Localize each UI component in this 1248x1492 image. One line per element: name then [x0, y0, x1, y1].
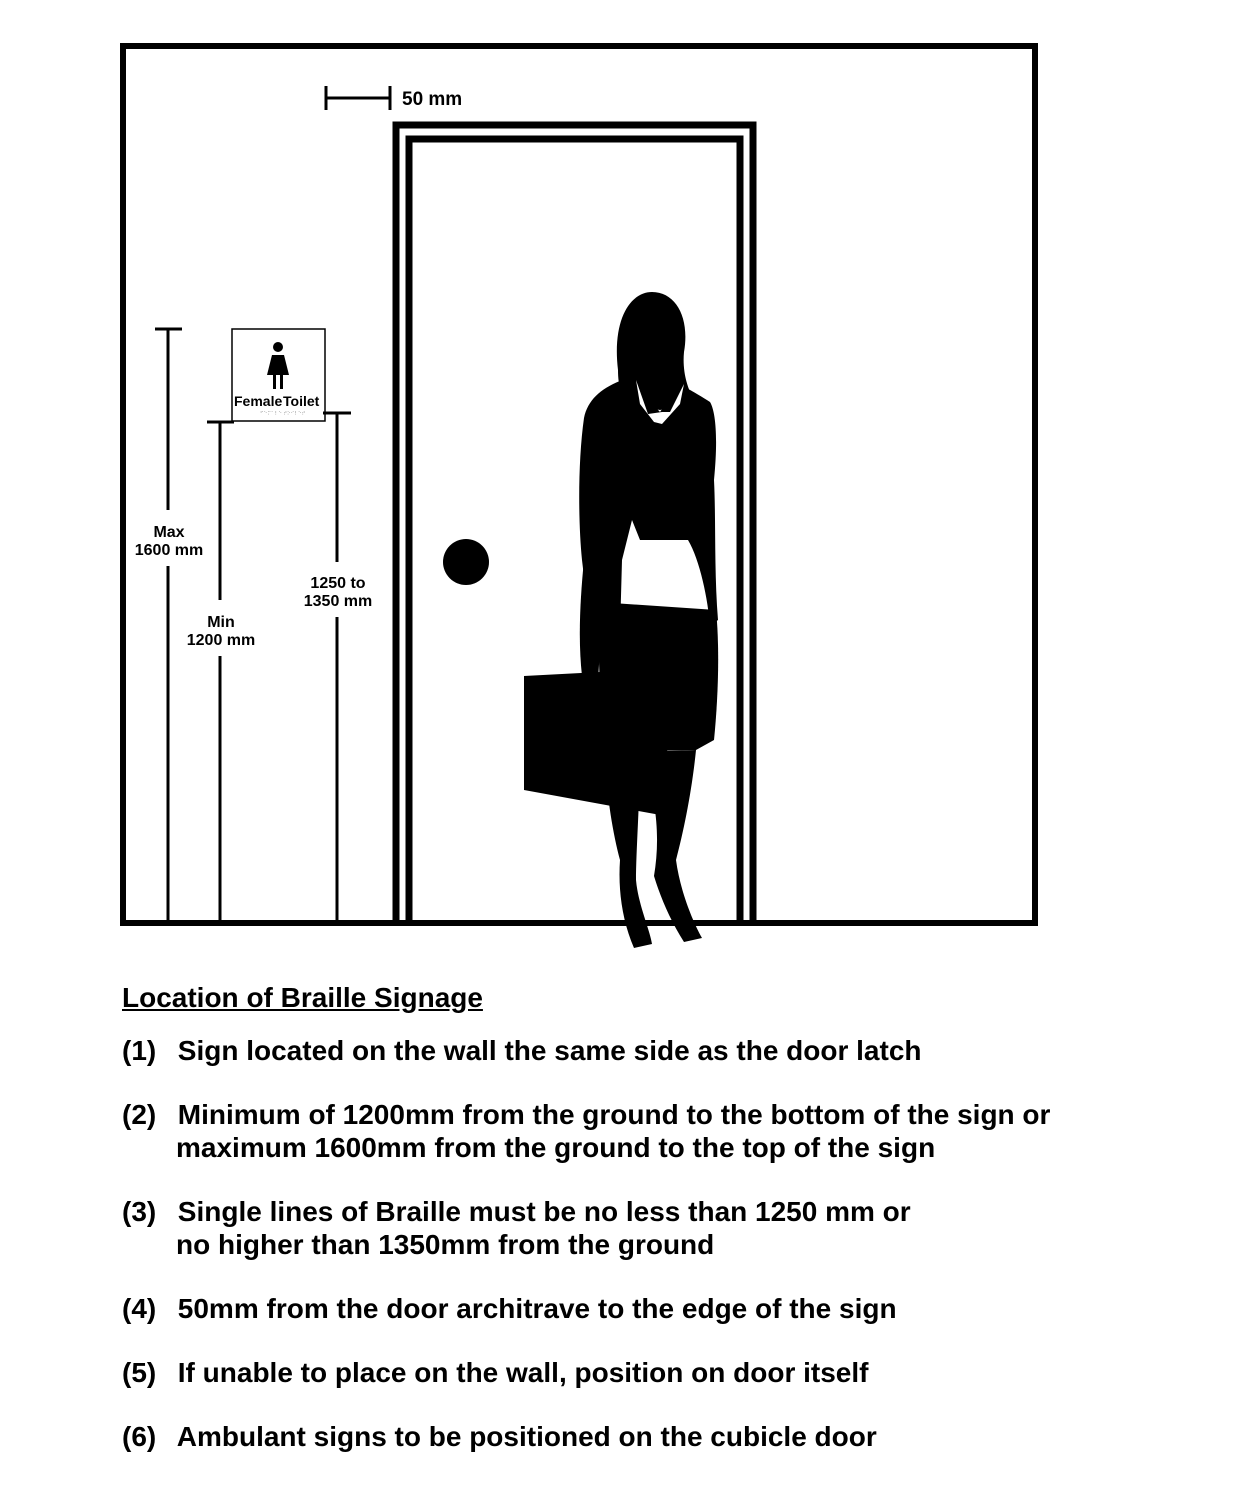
- note-6: [122, 1420, 1222, 1453]
- sign-braille: ⠋⠑⠍⠁⠇⠑ ⠞⠕⠊⠇⠑⠞: [260, 411, 306, 417]
- braille-range-line2: 1350 mm: [303, 593, 373, 610]
- note-number: (2): [122, 1099, 157, 1130]
- max-label-line1: Max: [153, 524, 185, 541]
- note-3: [122, 1195, 1222, 1261]
- max-label-line2: 1600 mm: [134, 542, 204, 559]
- note-text: Ambulant signs to be positioned on the cubicle door: [176, 1421, 877, 1452]
- min-height-dimension: [187, 422, 256, 923]
- note-text-continued: no higher than 1350mm from the ground: [176, 1229, 715, 1260]
- note-5: [122, 1356, 1222, 1389]
- note-text-continued: maximum 1600mm from the ground to the top of the sign: [176, 1132, 936, 1163]
- min-label-line1: Min: [207, 614, 235, 631]
- note-number: (5): [122, 1357, 157, 1388]
- note-number: (3): [122, 1196, 157, 1227]
- note-text: Sign located on the wall the same side as the door latch: [177, 1035, 922, 1066]
- sign-label-female: Female: [234, 393, 283, 409]
- note-number: (1): [122, 1035, 157, 1066]
- notes-title: Location of Braille Signage: [122, 982, 483, 1013]
- note-text: 50mm from the door architrave to the edge of the sign: [177, 1293, 897, 1324]
- note-number: (4): [122, 1293, 157, 1324]
- note-text: Single lines of Braille must be no less than 1250 mm or: [177, 1196, 911, 1227]
- door-gap-label: 50 mm: [402, 89, 463, 110]
- door-gap-dimension: [326, 86, 462, 110]
- note-2: [122, 1098, 1222, 1164]
- min-label-line2: 1200 mm: [186, 632, 256, 649]
- braille-height-dimension: [304, 413, 373, 923]
- signage-notes: [122, 980, 1222, 1484]
- braille-range-line1: 1250 to: [310, 575, 366, 592]
- note-text: Minimum of 1200mm from the ground to the bottom of the sign or: [177, 1099, 1051, 1130]
- note-4: [122, 1292, 1222, 1325]
- braille-sign: [232, 329, 325, 421]
- note-1: [122, 1034, 1222, 1067]
- sign-label-toilet: Toilet: [283, 393, 320, 409]
- businesswoman-silhouette-icon: [524, 292, 718, 948]
- max-height-dimension: [135, 329, 204, 923]
- door-knob-icon: [443, 539, 489, 585]
- note-number: (6): [122, 1421, 157, 1452]
- note-text: If unable to place on the wall, position on door itself: [177, 1357, 869, 1388]
